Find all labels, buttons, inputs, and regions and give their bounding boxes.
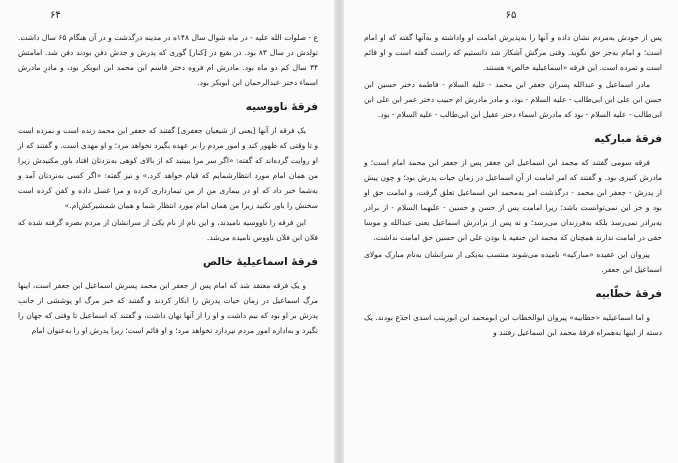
section-heading: فرقهٔ ناووسیه xyxy=(245,101,318,113)
paragraph: ع - صلوات الله علیه - در ماه شوال سال ۱۴۸ه در مدینه درگذشت و در آن هنگام ۶۵ سال داشت. تولدش در سال ۸۳ بود. در بقیع در [کنار] گوری که پدرش و جدش دفن بودند دفن شد. امامتش ۳۴ سال کم دو ماه بود. مادرش ام فروه دختر قاسم ابن محمد ابن ابوبکر بود، و مادرِ مادرش اسماء دختر عبدالرحمان ابن ابوبکر بود. xyxy=(18,33,318,87)
left-page xyxy=(0,0,334,463)
right-page xyxy=(344,0,678,463)
paragraph: یک فرقه از آنها [یعنی از شیعیان جعفری] گفتند که جعفر ابن محمد زنده است و نمرده است و تا وقتی که ظهور کند و امور مردم را بر عهده بگیرد نخواهد مرد؛ و او مهدی است. و گفتند که از او روایت گرده‌اند که گفته: «اگر سر مرا ببینید که از بالای کوهی به‌نزدتان افتاد باور مکنیدش زیرا من همان امام مورد انتظارشمایم که قیام خواهد کرد.» و نیز گفته: «اگر کسی به‌نزدتان آمد و به‌شما خبر داد که او در بیماری من از من تیمارداری کرده و مرا غسل داده و کفن کرده است سخنش را باور نکنید زیرا من همان امام مورد انتظار شما و همان شمشیرکش‌ام.» xyxy=(18,126,318,210)
paragraph: فرقه سومی گفتند که محمد ابن اسماعیل ابن جعفر پس از جعفر ابن محمد امام است؛ و مادرش کنیزی بود. و گفتند که امر امامت از آنِ اسماعیل در زمان حیات پدرش بود؛ و چون پیش از پدرش - جعفر ابن محمد - درگذشت امر به‌محمد ابن اسماعیل تعلق گرفت، و امامت حق او بود و جز این نمی‌توانست باشد؛ زیرا امامت پس از حسن و حسین - علیهما السلام - از برادر به‌برادر نمی‌رسد بلکه به‌فرزندان می‌رسد؛ و نه پس از برادرش اسماعیل یعنی عبدالله و موسا حقی در امامت ندارند همچنان که محمد ابن حنفیه با بودن علی ابن حسین حق امامت نداشت. xyxy=(364,158,662,242)
section-heading: فرقهٔ اسماعیلیهٔ خالص xyxy=(202,256,318,268)
paragraph: مادر اسماعیل و عبدالله پسران جعفر ابن محمد - علیه السلام - فاطمه دختر حسین ابن حسن ابن علی ابن ابی‌طالب - علیه السلام - بود، و مادر مادرش ام حبیب دختر عمر ابن علی ابن ابی‌طالب - علیه السلام - بود که مادرش اسماء دختر عقیل ابن ابی‌طالب - علیه السلام - بود. xyxy=(364,80,662,119)
page-number: ۶۵ xyxy=(505,10,517,21)
section-heading: فرقهٔ مبارکیه xyxy=(594,133,662,145)
paragraph: پس از خودش به‌مردم نشان داده و آنها را به‌پذیرش امامت او واداشته و به‌آنها گفته که او امام است؛ و امام به‌جز حق نگوید. وقتی مرگش آشکار شد دانستیم که راست گفته است و او قائم است و نمرده است. این فرقه «اسماعیلیه خالص» هستند. xyxy=(364,33,662,72)
paragraph: و یک فرقه معتقد شد که امام پس از جعفر ابن محمد پسرش اسماعیل ابن جعفر است، اینها مرگ اسماعیل در زمان حیات پدرش را انکار کردند و گفتند که خبر مرگ او پوششی از جانب پدرش بر او بود که بیم داشت و او را از آنها نهان داشت، و گفتند که اسماعیل تا وقتی که جهان را نگیرد و به‌اداره امور مردم نپردازد نخواهد مرد؛ و او قائم است؛ زیرا پدرش او را به‌عنوان امام xyxy=(18,281,318,335)
paragraph: این فرقه را ناووسیه نامیدند، و این نام از نام یکی از سرانشان از مردم بصره گرفته شده که فلان ابن فلان ناووس نامیده می‌شد. xyxy=(18,218,318,242)
paragraph: پیروان این عقیده «مبارکیه» نامیده می‌شوند منتسب به‌یکی از سرانشان به‌نام مبارک مولای اسماعیل ابن جعفر. xyxy=(364,250,662,274)
section-heading: فرقهٔ خطّابیه xyxy=(595,288,662,300)
page-number: ۶۴ xyxy=(50,10,61,21)
text-column xyxy=(18,30,318,340)
paragraph: و اما اسماعیلیه «خطابیه» پیروان ابوالخطاب ابن ابومحمد ابن ابوزینب اسدی اجدَع بودند. یک دسته از اینها به‌همراه فرقهٔ محمد ابن اسماعیل رفتند و xyxy=(364,313,662,337)
book-gutter xyxy=(334,0,344,463)
text-column xyxy=(364,30,662,342)
